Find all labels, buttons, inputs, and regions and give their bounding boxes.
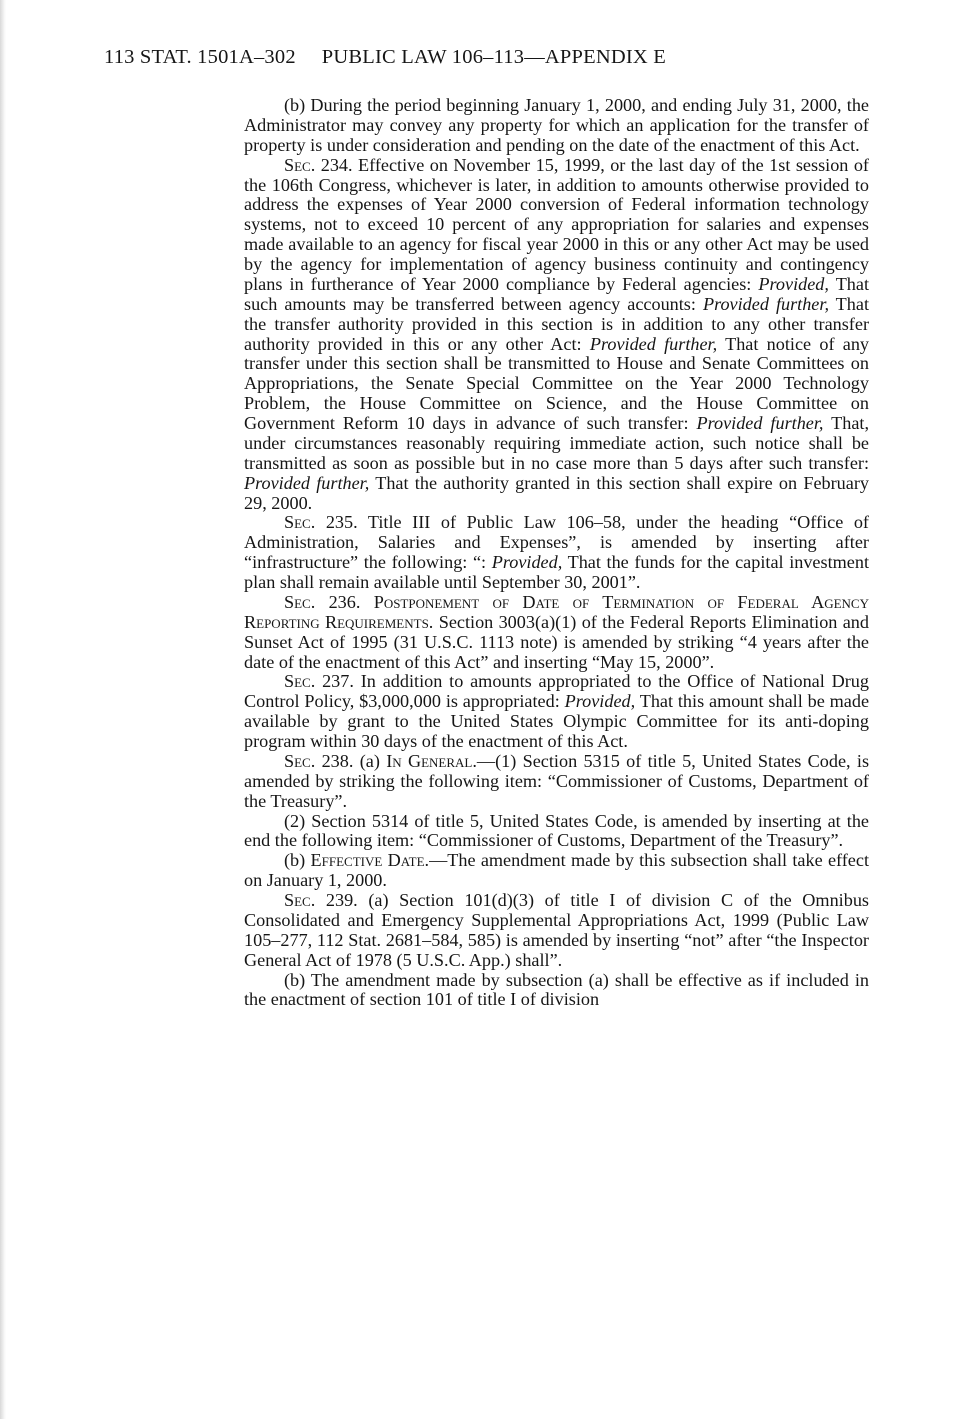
section-237: Sec. 237. In addition to amounts appropriated to the Office of National Drug Control Policy, $3,000,000 is appropriated: Provided, That this amount shall be made available by grant to the United States Olympic Committee for its anti-doping program within 30 days of the enactment of this Act. bbox=[244, 671, 870, 751]
proviso: Provided further, bbox=[696, 413, 824, 433]
section-239-b: (b) The amendment made by subsection (a) shall be effective as if included in the enactment of section 101 of title I of division bbox=[244, 969, 869, 1010]
section-238: Sec. 238. (a) In General.—(1) Section 5315 of title 5, United States Code, is amended by striking the following item: “Commissioner of Customs, Department of the Treasury”. bbox=[244, 750, 870, 811]
statute-text bbox=[244, 96, 869, 1010]
proviso: Provided further, bbox=[702, 293, 829, 314]
section-label: Sec. 237. bbox=[284, 671, 354, 692]
section-label: Sec. 235. bbox=[284, 512, 358, 533]
proviso: Provided, bbox=[758, 273, 829, 294]
section-heading: Postponement of Date of Termination of Federal Agency Reporting Requirements. bbox=[244, 591, 869, 632]
section-label: Sec. 238. bbox=[284, 750, 354, 771]
section-235: Sec. 235. Title III of Public Law 106–58, under the heading “Office of Administration, Salaries and Expenses”, is amended by inserting after “infrastructure” the following: “: Provided, That the funds for the capital investment plan shall remain available until September 30, 2001”. bbox=[244, 512, 869, 592]
section-label: Sec. 239. bbox=[284, 890, 358, 910]
page-reference: 113 STAT. 1501A–302 bbox=[104, 46, 296, 68]
section-238-b: (b) Effective Date.—The amendment made by this subsection shall take effect on January 1, 2000. bbox=[244, 850, 870, 891]
proviso: Provided further, bbox=[244, 472, 370, 493]
section-label: Sec. 234. bbox=[284, 154, 353, 175]
proviso: Provided further, bbox=[589, 333, 718, 354]
subsection-heading: Effective Date. bbox=[310, 850, 430, 871]
scan-page-edge bbox=[0, 0, 6, 1419]
paragraph-233b: (b) During the period beginning January 1, 2000, and ending July 31, 2000, the Administrator may convey any property for which an application for the transfer of property is under consideration and pending on the date of the enactment of this Act. bbox=[244, 95, 869, 155]
section-label: Sec. 236. bbox=[284, 591, 361, 612]
section-234: Sec. 234. Effective on November 15, 1999, or the last day of the 1st session of the 106th Congress, whichever is later, in addition to amounts otherwise provided to address the expenses of Year 2000 conversion of Federal information technology systems, not to exceed 10 percent of any appropriation for salaries and expenses made available to an agency for fiscal year 2000 in this or any other Act may be used by the agency for implementation of agency business continuity and contingency plans in furtherance of Year 2000 compliance by Federal agencies: Provided, That such amounts may be transferred between agency accounts: Provided further, That the transfer authority provided in this section is in addition to any other transfer authority provided in this or any other Act: Provided further, That notice of any transfer under this section shall be transmitted to House and Senate Committees on Appropriations, the Senate Special Committee on the Year 2000 Technology Problem, the House Committee on Science, and the House Committee on Government Reform 10 days in advance of such transfer: Provided further, That, under circumstances reasonably requiring immediate action, such notice shall be transmitted as soon as possible but in no case more than 5 days after such transfer: Provided further, That the authority granted in this section shall expire on February 29, 2000. bbox=[244, 154, 870, 513]
proviso: Provided, bbox=[491, 552, 563, 573]
section-238-a2: (2) Section 5314 of title 5, United States Code, is amended by inserting at the end the following item: “Commissioner of Customs, Department of the Treasury”. bbox=[244, 810, 869, 851]
section-236: Sec. 236. Postponement of Date of Termination of Federal Agency Reporting Requirements. Section 3003(a)(1) of the Federal Reports Elimination and Sunset Act of 1995 (31 U.S.C. 1113 note) is amended by striking “4 years after the date of the enactment of this Act” and inserting “May 15, 2000”. bbox=[244, 591, 869, 672]
proviso: Provided, bbox=[564, 691, 636, 712]
section-239: Sec. 239. (a) Section 101(d)(3) of title I of division C of the Omnibus Consolidated and Emergency Supplemental Appropriations Act, 1999 (Public Law 105–277, 112 Stat. 2681–584, 585) is amended by inserting “not” after “the Inspector General Act of 1978 (5 U.S.C. App.) shall”. bbox=[244, 890, 869, 970]
running-head bbox=[104, 46, 864, 69]
law-title: PUBLIC LAW 106–113—APPENDIX E bbox=[321, 46, 666, 68]
subsection-heading: In General. bbox=[386, 750, 477, 771]
